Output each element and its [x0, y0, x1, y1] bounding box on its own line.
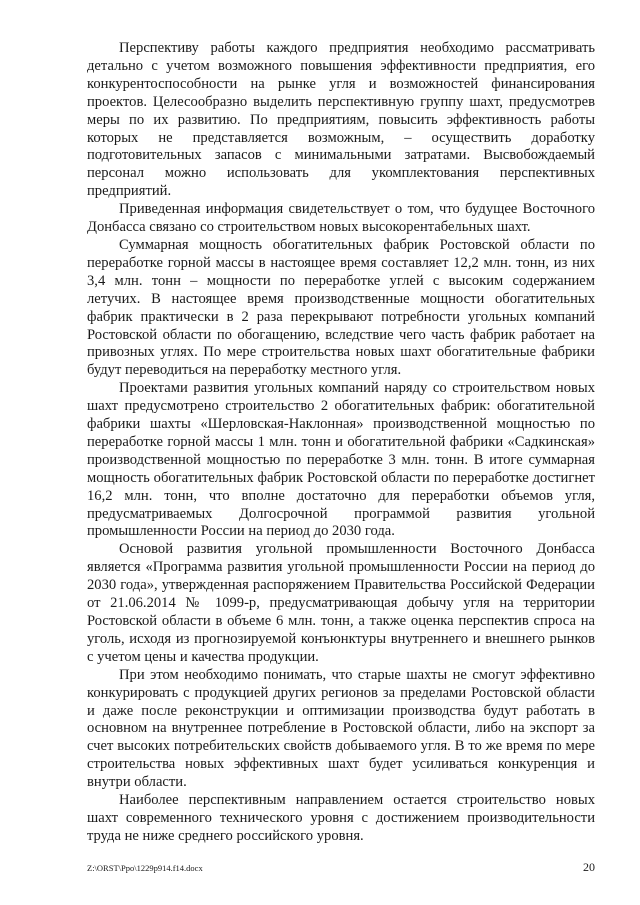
paragraph-development-program: Основой развития угольной промышленности Восточного Донбасса является «Программа развития угольной промышленности России на период до 2030 года», утвержденная распоряжением Правительства Российской Федерации от 21.06.2014 № 1099-р, предусматривающая добычу угля на территории Ростовской области в объеме 6 млн. тонн, а также оценка перспектив спроса на уголь, исходя из прогнозируемой конъюнктуры внутреннего и внешнего рынков с учетом цены и качества продукции. — [87, 541, 595, 665]
paragraph-old-mines-competition: При этом необходимо понимать, что старые шахты не смогут эффективно конкурировать с продукцией других регионов за пределами Ростовской области и даже после реконструкции и оптимизации производства будут работать в основном на внутреннее потребление в Ростовской области, либо на экспорт за счет высоких потребительских свойств добываемого угля. В то же время по мере строительства новых эффективных шахт будет усиливаться конкуренция и внутри области. — [87, 666, 595, 791]
page-number: 20 — [583, 860, 595, 874]
paragraph-processing-capacity: Суммарная мощность обогатительных фабрик Ростовской области по переработке горной массы в настоящее время составляет 12,2 млн. тонн, из них 3,4 млн. тонн – мощности по переработке углей с высоким содержанием летучих. В настоящее время производственные мощности обогатительных фабрик практически в 2 раза перекрывают потребности угольных компаний Ростовской области по обогащению, вследствие чего часть фабрик работает на привозных углях. По мере строительства новых шахт обогатительные фабрики будут переводиться на переработку местного угля. — [87, 236, 595, 379]
paragraph-priority-direction: Наиболее перспективным направлением остается строительство новых шахт современного технического уровня с достижением производительности труда не ниже среднего российского уровня. — [87, 792, 595, 844]
paragraph-future-donbass: Приведенная информация свидетельствует о том, что будущее Восточного Донбасса связано со строительством новых высокорентабельных шахт. — [87, 201, 595, 236]
document-body — [87, 40, 595, 846]
footer-file-path: Z:\ORST\Ppo\1229p914.f14.docx — [87, 863, 203, 873]
page-footer — [87, 860, 595, 876]
paragraph-enterprise-prospects: Перспективу работы каждого предприятия необходимо рассматривать детально с учетом возможного повышения эффективности предприятия, его конкурентоспособности на рынке угля и возможностей финансирования проектов. Целесообразно выделить перспективную группу шахт, предусмотрев меры по их развитию. По предприятиям, повысить эффективность работы которых не представляется возможным, – осуществить доработку подготовительных запасов с минимальными затратами. Высвобождаемый персонал можно использовать для укомплектования перспективных предприятий. — [87, 40, 595, 200]
paragraph-new-plants: Проектами развития угольных компаний наряду со строительством новых шахт предусмотрено строительство 2 обогатительных фабрик: обогатительной фабрики шахты «Шерловская-Наклонная» производственной мощностью по переработке горной массы 1 млн. тонн и обогатительной фабрики «Садкинская» производственной мощностью по переработке 3 млн. тонн. В итоге суммарная мощность обогатительных фабрик Ростовской области по переработке достигнет 16,2 млн. тонн, что вполне достаточно для переработки объемов угля, предусматриваемых Долгосрочной программой развития угольной промышленности России на период до 2030 года. — [87, 380, 595, 540]
